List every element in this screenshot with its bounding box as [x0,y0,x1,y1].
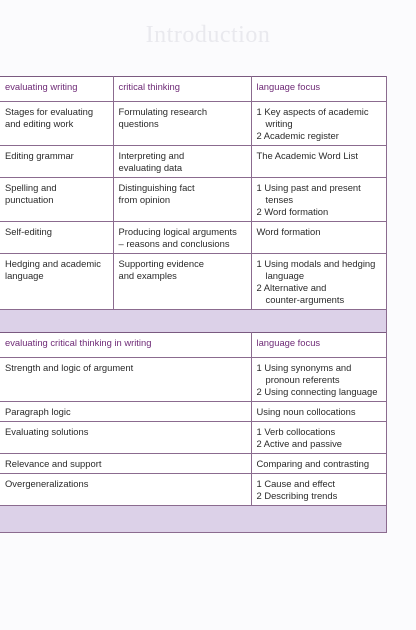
table-cell [0,402,251,422]
cell-line: – reasons and conclusions [118,238,230,249]
table-row [0,474,386,506]
cell-line: from opinion [118,194,171,205]
table-row [0,422,386,454]
table-row [0,102,386,146]
column-header-label: evaluating critical thinking in writing [5,337,152,348]
table-cell [251,402,386,422]
cell-line: 2 Word formation [256,206,329,217]
cell-line: 2 Alternative and [256,282,327,293]
cell-line: Strength and logic of argument [5,362,134,373]
column-header-label: language focus [256,81,321,92]
table-cell [251,358,386,402]
table-cell [251,422,386,454]
cell-line: 2 Active and passive [256,438,342,449]
cell-line: tenses [265,194,294,205]
cell-line: Editing grammar [5,150,74,161]
column-header-label: critical thinking [118,81,180,92]
cell-line: Word formation [256,226,321,237]
cell-line: 1 Using past and present [256,182,361,193]
cell-line: Evaluating solutions [5,426,89,437]
table-cell [0,454,251,474]
table-cell [251,222,386,254]
cell-line: 2 Academic register [256,130,339,141]
table-footer-band [0,506,386,533]
cell-line: questions [118,118,159,129]
column-header [0,77,113,102]
cell-line: Interpreting and [118,150,185,161]
syllabus-table-2 [0,332,387,533]
cell-line: Formulating research [118,106,208,117]
column-header [251,77,386,102]
table-cell [251,454,386,474]
cell-line: writing [265,118,293,129]
cell-line: 2 Using connecting language [256,386,378,397]
table-cell [113,146,251,178]
table-cell [0,422,251,454]
background-title: Introduction [145,22,271,48]
column-header [0,333,251,358]
table-header-row [0,77,386,102]
table-cell [251,146,386,178]
table-cell [0,358,251,402]
column-header [251,333,386,358]
cell-line: punctuation [5,194,54,205]
cell-line: Producing logical arguments [118,226,237,237]
cell-line: evaluating data [118,162,183,173]
cell-line: Paragraph logic [5,406,71,417]
table-cell [113,254,251,310]
cell-line: Supporting evidence [118,258,204,269]
cell-line: 2 Describing trends [256,490,338,501]
cell-line: counter-arguments [265,294,345,305]
cell-line: The Academic Word List [256,150,358,161]
column-header [113,77,251,102]
table-cell [251,474,386,506]
cell-line: Using noun collocations [256,406,356,417]
table-row [0,454,386,474]
table-cell [0,254,113,310]
table-cell [0,178,113,222]
table-cell [251,254,386,310]
table-cell [113,222,251,254]
table-cell [251,102,386,146]
cell-line: language [5,270,44,281]
table-row [0,402,386,422]
table-cell [0,146,113,178]
syllabus-table-1 [0,76,387,337]
cell-line: Hedging and academic [5,258,101,269]
table-cell [251,178,386,222]
cell-line: Comparing and contrasting [256,458,370,469]
cell-line: pronoun referents [265,374,340,385]
column-header-label: evaluating writing [5,81,78,92]
cell-line: 1 Key aspects of academic [256,106,369,117]
cell-line: and examples [118,270,177,281]
cell-line: 1 Using modals and hedging [256,258,376,269]
table-cell [0,102,113,146]
table-row [0,178,386,222]
cell-line: Spelling and [5,182,57,193]
band-cell [0,506,386,533]
table-cell [113,102,251,146]
cell-line: and editing work [5,118,74,129]
column-header-label: language focus [256,337,321,348]
cell-line: Distinguishing fact [118,182,195,193]
cell-line: Overgeneralizations [5,478,89,489]
cell-line: Relevance and support [5,458,102,469]
table-cell [0,474,251,506]
cell-line: Stages for evaluating [5,106,94,117]
table-row [0,146,386,178]
table-row [0,254,386,310]
cell-line: Self-editing [5,226,52,237]
cell-line: language [265,270,305,281]
cell-line: 1 Verb collocations [256,426,336,437]
table-row [0,222,386,254]
table-row [0,358,386,402]
table-cell [0,222,113,254]
table-cell [113,178,251,222]
cell-line: 1 Cause and effect [256,478,336,489]
cell-line: 1 Using synonyms and [256,362,352,373]
table-header-row [0,333,386,358]
